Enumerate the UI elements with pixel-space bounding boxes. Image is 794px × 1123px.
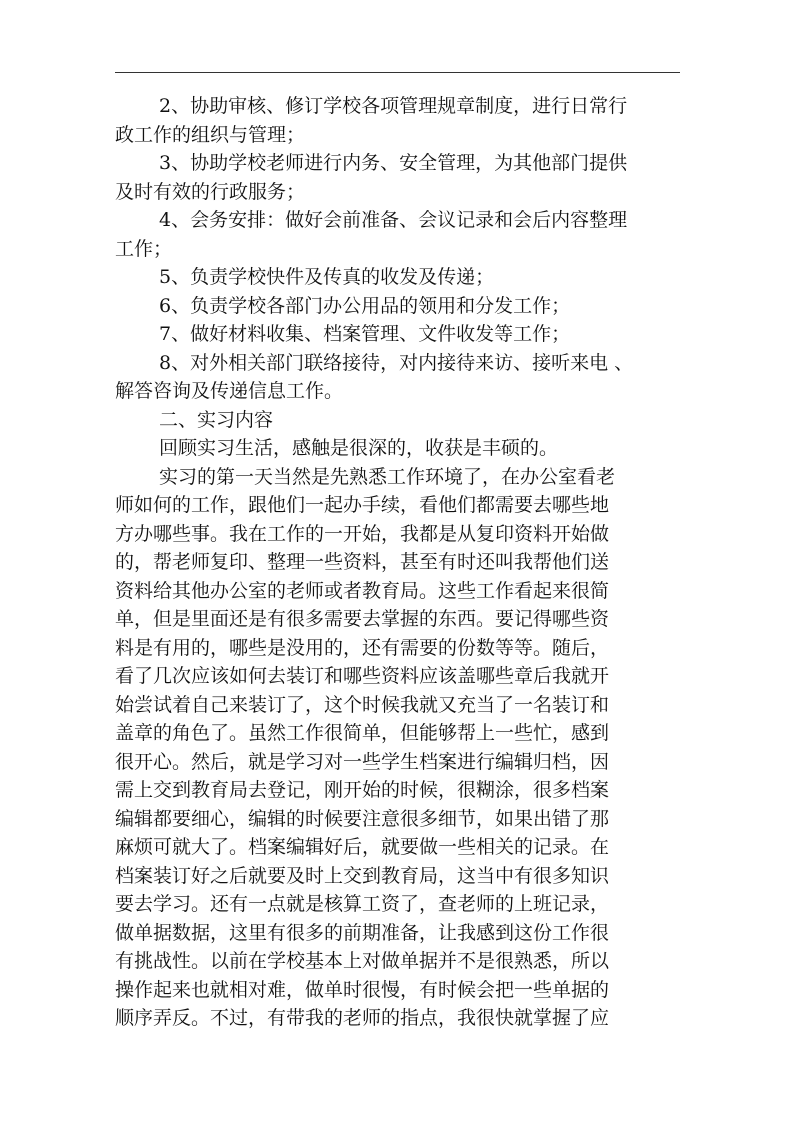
text-line: 资料给其他办公室的老师或者教育局。这些工作看起来很简 [115, 579, 610, 602]
text-line: 及时有效的行政服务； [115, 180, 306, 203]
text-line: 7、做好材料收集、档案管理、文件收发等工作； [159, 323, 571, 345]
text-line: 有挑战性。以前在学校基本上对做单据并不是很熟悉，所以 [115, 950, 610, 972]
text-line: 编辑都要细心，编辑的时候要注意很多细节，如果出错了那 [115, 807, 610, 830]
header-rule [115, 72, 680, 73]
text-line: 的，帮老师复印、整理一些资料，甚至有时还叫我帮他们送 [115, 551, 610, 573]
text-line: 工作； [115, 237, 173, 260]
text-line: 政工作的组织与管理； [115, 123, 306, 146]
text-line: 5、负责学校快件及传真的收发及传递； [159, 266, 495, 288]
text-line: 单，但是里面还是有很多需要去掌握的东西。要记得哪些资 [115, 608, 610, 630]
text-line: 麻烦可就大了。档案编辑好后，就要做一些相关的记录。在 [115, 836, 610, 858]
text-line: 料是有用的，哪些是没用的，还有需要的份数等等。随后， [115, 636, 610, 659]
text-line: 方办哪些事。我在工作的一开始，我都是从复印资料开始做 [115, 522, 610, 545]
text-line: 实习的第一天当然是先熟悉工作环境了，在办公室看老 [159, 465, 616, 488]
text-line: 档案装订好之后就要及时上交到教育局，这当中有很多知识 [115, 864, 610, 887]
document-body [115, 92, 680, 1033]
text-line: 4、会务安排：做好会前准备、会议记录和会后内容整理 [159, 209, 628, 231]
text-line: 8、对外相关部门联络接待，对内接待来访、接听来电 、 [159, 351, 634, 374]
text-line: 6、负责学校各部门办公用品的领用和分发工作； [159, 294, 571, 317]
text-line: 需上交到教育局去登记，刚开始的时候，很糊涂，很多档案 [115, 779, 610, 801]
text-line: 始尝试着自己来装订了，这个时候我就又充当了一名装订和 [115, 693, 610, 716]
text-line: 回顾实习生活，感触是很深的，收获是丰硕的。 [159, 437, 559, 459]
text-line: 很开心。然后，就是学习对一些学生档案进行编辑归档，因 [115, 750, 610, 773]
text-line: 解答咨询及传递信息工作。 [115, 380, 344, 402]
text-line: 看了几次应该如何去装订和哪些资料应该盖哪些章后我就开 [115, 665, 610, 687]
text-line: 盖章的角色了。虽然工作很简单，但能够帮上一些忙，感到 [115, 722, 610, 744]
text-line: 顺序弄反。不过，有带我的老师的指点，我很快就掌握了应 [115, 1007, 610, 1029]
text-line: 2、协助审核、修订学校各项管理规章制度，进行日常行 [159, 95, 628, 117]
text-line: 要去学习。还有一点就是核算工资了，查老师的上班记录， [115, 893, 610, 915]
text-line: 3、协助学校老师进行内务、安全管理，为其他部门提供 [159, 152, 628, 174]
text-line: 操作起来也就相对难，做单时很慢，有时候会把一些单据的 [115, 978, 610, 1001]
text-line: 二、实习内容 [159, 408, 274, 431]
text-line: 做单据数据，这里有很多的前期准备，让我感到这份工作很 [115, 921, 610, 944]
text-line: 师如何的工作，跟他们一起办手续，看他们都需要去哪些地 [115, 494, 610, 516]
